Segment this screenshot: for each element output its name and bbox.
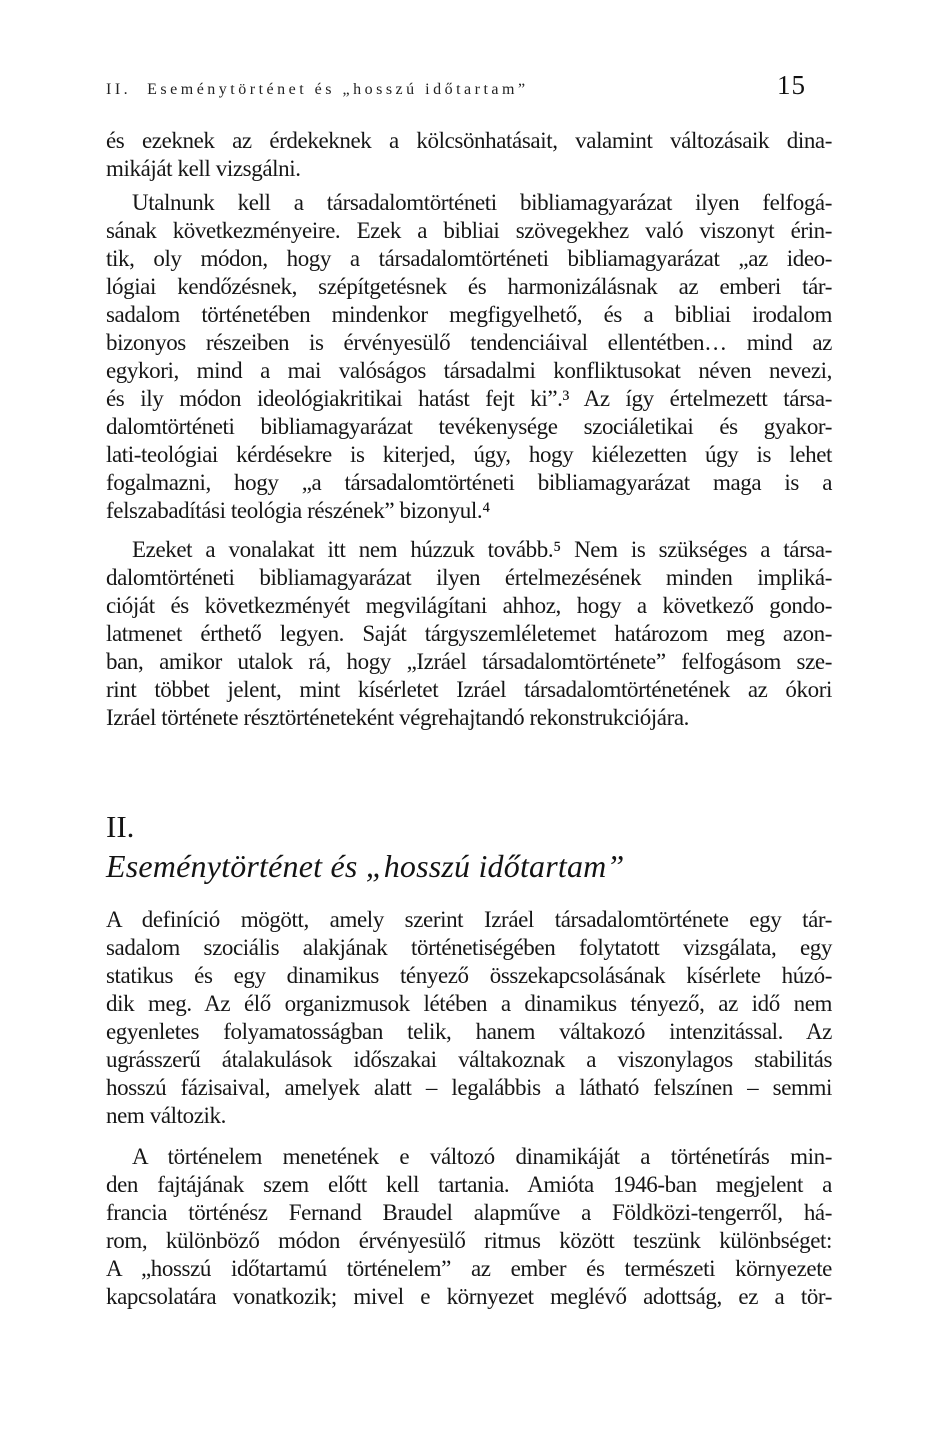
text-line: den fajtájának szem előtt kell tartania. Amióta 1946-ban megjelent a bbox=[106, 1172, 832, 1197]
text-line: Izráel története résztörténeteként végrehajtandó rekonstrukciójára. bbox=[106, 705, 690, 730]
text-line: ban, amikor utalok rá, hogy „Izráel társadalomtörténete” felfogásom sze- bbox=[106, 649, 832, 674]
running-head-text bbox=[106, 81, 529, 99]
text-line: sadalom szociális alakjának történetiségében folytatott vizsgálata, egy bbox=[106, 935, 832, 960]
text-line: ugrásszerű átalakulások időszakai váltakoznak a viszonylagos stabilitás bbox=[106, 1047, 832, 1072]
section-number: II. bbox=[106, 809, 135, 844]
text-line: és ily módon ideológiakritikai hatást fejt ki”.³ Az így értelmezett társa- bbox=[106, 386, 832, 411]
text-line: nem változik. bbox=[106, 1103, 226, 1128]
text-line: dalomtörténeti bibliamagyarázat ilyen értelmezésének minden impliká- bbox=[106, 565, 832, 590]
text-line: lati-teológiai kérdésekre is kiterjed, úgy, hogy kiélezetten úgy is lehet bbox=[106, 442, 832, 467]
text-line: A „hosszú időtartamú történelem” az ember és természeti környezete bbox=[106, 1256, 832, 1281]
text-line: A definíció mögött, amely szerint Izráel társadalomtörténete egy tár- bbox=[106, 907, 832, 932]
text-line: tik, oly módon, hogy a társadalomtörténeti bibliamagyarázat „az ideo- bbox=[106, 246, 832, 271]
text-line: Ezeket a vonalakat itt nem húzzuk tovább.⁵ Nem is szükséges a társa- bbox=[132, 537, 832, 562]
text-line: Utalnunk kell a társadalomtörténeti bibliamagyarázat ilyen felfogá- bbox=[132, 190, 832, 215]
body-paragraph bbox=[106, 127, 832, 183]
text-line: cióját és következményét megvilágítani ahhoz, hogy a következő gondo- bbox=[106, 593, 832, 618]
text-line: egyenletes folyamatosságban telik, hanem váltakozó intenzitással. Az bbox=[106, 1019, 832, 1044]
body-paragraph bbox=[106, 536, 832, 732]
text-line: dik meg. Az élő organizmusok létében a dinamikus tényező, az idő nem bbox=[106, 991, 832, 1016]
text-line: egykori, mind a mai valóságos társadalmi konfliktusokat néven nevezi, bbox=[106, 358, 832, 383]
text-line: kapcsolatára vonatkozik; mivel e környezet meglévő adottság, ez a tör- bbox=[106, 1284, 832, 1309]
body-paragraph bbox=[106, 906, 832, 1130]
text-line: fogalmazni, hogy „a társadalomtörténeti bibliamagyarázat maga is a bbox=[106, 470, 832, 495]
text-line: lógiai kendőzésnek, szépítgetésnek és harmonizálásnak az emberi tár- bbox=[106, 274, 832, 299]
text-line: sadalom történetében mindenkor megfigyelhető, és a bibliai irodalom bbox=[106, 302, 832, 327]
text-line: A történelem menetének e változó dinamikáját a történetírás min- bbox=[132, 1144, 832, 1169]
text-line: francia történész Fernand Braudel alapműve a Földközi-tengerről, há- bbox=[106, 1200, 832, 1225]
text-line: rint többet jelent, mint kísérletet Izráel társadalomtörténetének az ókori bbox=[106, 677, 832, 702]
text-line: sának következményeire. Ezek a bibliai szövegekhez való viszonyt érin- bbox=[106, 218, 832, 243]
text-line: és ezeknek az érdekeknek a kölcsönhatásait, valamint változásaik dina- bbox=[106, 128, 832, 153]
body-paragraph bbox=[106, 189, 832, 525]
text-line: latmenet érthető legyen. Saját tárgyszemléletemet határozom meg azon- bbox=[106, 621, 832, 646]
text-line: mikáját kell vizsgálni. bbox=[106, 156, 301, 181]
body-paragraph bbox=[106, 1143, 832, 1311]
section-title: Eseménytörténet és „hosszú időtartam” bbox=[106, 848, 625, 884]
running-head-chapter-number: II. bbox=[106, 81, 132, 98]
text-line: statikus és egy dinamikus tényező összekapcsolásának kísérlete húzó- bbox=[106, 963, 832, 988]
running-header bbox=[106, 70, 832, 101]
page-number: 15 bbox=[777, 70, 806, 100]
running-head-title: Eseménytörténet és „hosszú időtartam” bbox=[147, 81, 529, 98]
text-line: rom, különböző módon érvényesülő ritmus között teszünk különbséget: bbox=[106, 1228, 832, 1253]
text-line: hosszú fázisaival, amelyek alatt – legalábbis a látható felszínen – semmi bbox=[106, 1075, 832, 1100]
text-line: dalomtörténeti bibliamagyarázat tevékenysége szociáletikai és gyakor- bbox=[106, 414, 832, 439]
text-line: bizonyos részeiben is érvényesülő tendenciáival ellentétben… mind az bbox=[106, 330, 832, 355]
text-line: felszabadítási teológia részének” bizonyul.⁴ bbox=[106, 498, 490, 523]
